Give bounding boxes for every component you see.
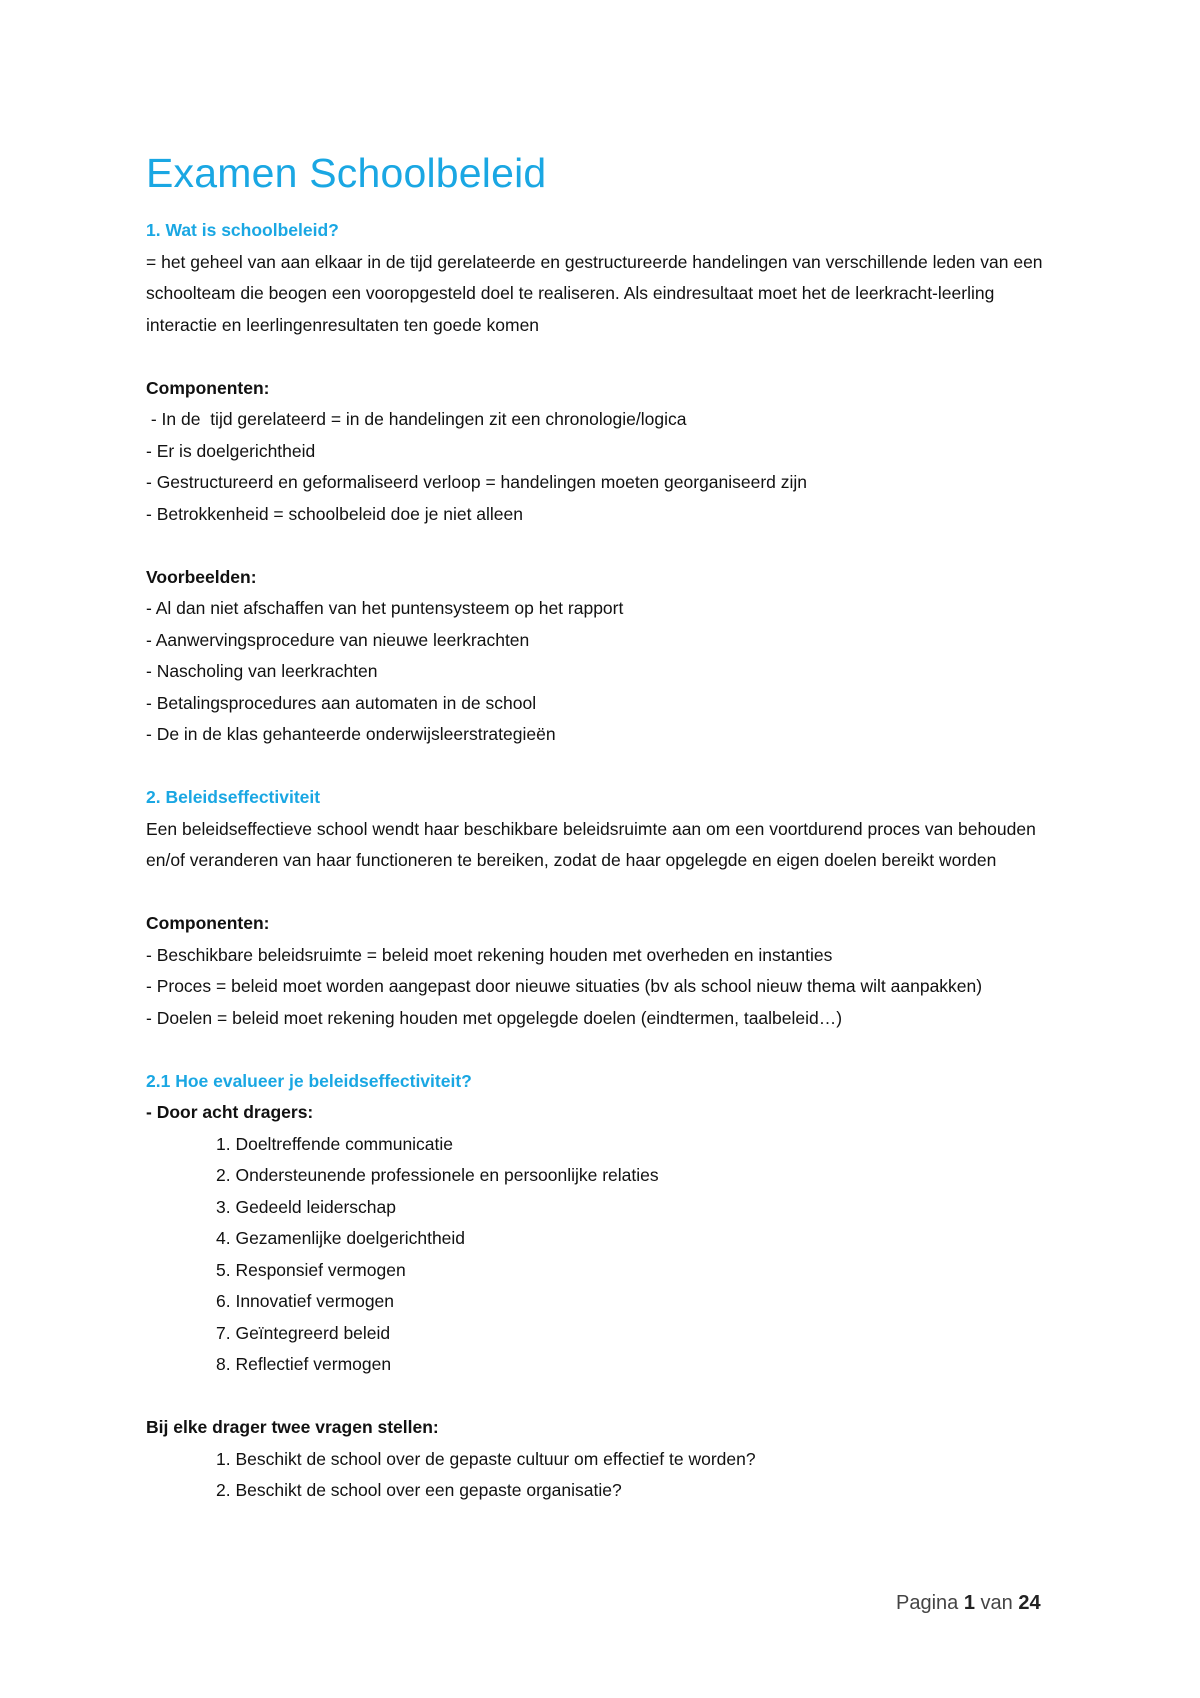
list-item: 2. Beschikt de school over een gepaste organisatie? bbox=[216, 1480, 622, 1500]
s1-example-item: - Betalingsprocedures aan automaten in de school bbox=[146, 692, 537, 713]
s2-component-item: - Doelen = beleid moet rekening houden met opgelegde doelen (eindtermen, taalbeleid…) bbox=[146, 1007, 843, 1028]
page-footer bbox=[896, 1592, 1041, 1615]
carriers-list bbox=[146, 1129, 1066, 1381]
list-item: 5. Responsief vermogen bbox=[216, 1259, 406, 1280]
footer-middle: van bbox=[974, 1592, 1019, 1614]
s2-component-item: - Proces = beleid moet worden aangepast door nieuwe situaties (bv als school nieuw thema wilt aanpakken) bbox=[146, 976, 983, 996]
list-item: 6. Innovatief vermogen bbox=[216, 1291, 395, 1311]
s2-component-item: - Beschikbare beleidsruimte = beleid moet rekening houden met overheden en instanties bbox=[146, 944, 833, 965]
page-title: Examen Schoolbeleid bbox=[146, 150, 547, 196]
document-page bbox=[146, 150, 1066, 1507]
list-item: 4. Gezamenlijke doelgerichtheid bbox=[216, 1228, 466, 1248]
list-item: 2. Ondersteunende professionele en persoonlijke relaties bbox=[216, 1165, 659, 1185]
list-item: 7. Geïntegreerd beleid bbox=[216, 1322, 391, 1343]
footer-page-number: 1 bbox=[963, 1592, 975, 1614]
list-item: 3. Gedeeld leiderschap bbox=[216, 1196, 396, 1217]
questions-label: Bij elke drager twee vragen stellen: bbox=[146, 1417, 439, 1437]
footer-total-pages: 24 bbox=[1018, 1592, 1041, 1614]
s1-examples-label: Voorbeelden: bbox=[146, 566, 257, 587]
questions-list bbox=[146, 1444, 1066, 1507]
s1-component-item: - Er is doelgerichtheid bbox=[146, 440, 316, 461]
s1-example-item: - Aanwervingsprocedure van nieuwe leerkrachten bbox=[146, 629, 530, 650]
s1-example-item: - Al dan niet afschaffen van het puntensysteem op het rapport bbox=[146, 598, 624, 618]
footer-prefix: Pagina bbox=[896, 1592, 964, 1614]
s1-component-item: - Gestructureerd en geformaliseerd verloop = handelingen moeten georganiseerd zijn bbox=[146, 472, 808, 492]
carriers-label: - Door acht dragers: bbox=[146, 1102, 314, 1122]
section-2-paragraph: Een beleidseffectieve school wendt haar beschikbare beleidsruimte aan om een voortdurend proces van behouden en/of veranderen van haar functioneren te bereiken, zodat de haar opgelegde en eigen doelen bereikt worden bbox=[146, 818, 1036, 870]
section-1-paragraph: = het geheel van aan elkaar in de tijd gerelateerde en gestructureerde handelingen van verschillende leden van een schoolteam die beogen een vooropgesteld doel te realiseren. Als eindresultaat moet het de leerkracht-leerling interactie en leerlingenresultaten ten goede komen bbox=[146, 251, 1043, 335]
s1-example-item: - De in de klas gehanteerde onderwijsleerstrategieën bbox=[146, 724, 556, 744]
s1-component-item: - Betrokkenheid = schoolbeleid doe je niet alleen bbox=[146, 503, 523, 524]
list-item: 8. Reflectief vermogen bbox=[216, 1354, 392, 1374]
s2-components-label: Componenten: bbox=[146, 913, 270, 933]
list-item: 1. Doeltreffende communicatie bbox=[216, 1133, 454, 1154]
list-item: 1. Beschikt de school over de gepaste cultuur om effectief te worden? bbox=[216, 1448, 756, 1469]
section-1-heading: 1. Wat is schoolbeleid? bbox=[146, 220, 339, 240]
s1-example-item: - Nascholing van leerkrachten bbox=[146, 661, 378, 681]
section-2-heading: 2. Beleidseffectiviteit bbox=[146, 787, 321, 807]
section-2-1-heading: 2.1 Hoe evalueer je beleidseffectiviteit? bbox=[146, 1070, 472, 1091]
s1-component-item: - In de tijd gerelateerd = in de handelingen zit een chronologie/logica bbox=[146, 409, 687, 429]
s1-components-label: Componenten: bbox=[146, 377, 270, 398]
